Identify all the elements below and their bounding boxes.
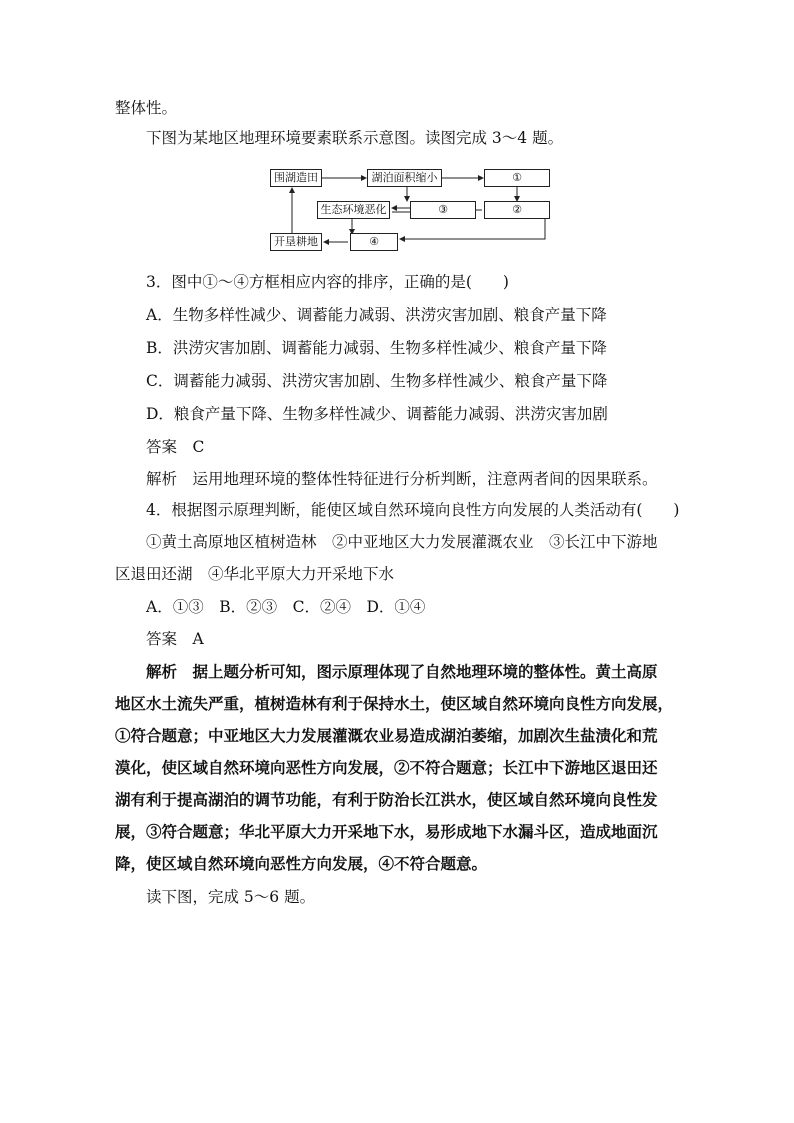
question-4: 4．根据图示原理判断，能使区域自然环境向良性方向发展的人类活动有( ) (146, 501, 680, 519)
answer-4: 答案 A (146, 630, 204, 648)
box-weihu-zaotian: 围湖造田 (270, 169, 322, 187)
explanation-4: ①符合题意；中亚地区大力发展灌溉农业易造成湖泊萎缩，加剧次生盐渍化和荒 (115, 726, 658, 745)
box-1: ① (484, 169, 550, 187)
explanation-3: 解析 运用地理环境的整体性特征进行分析判断，注意两者间的因果联系。 (146, 470, 658, 488)
explanation-4: 解析 据上题分析可知，图示原理体现了自然地理环境的整体性。黄土高原 (146, 662, 658, 681)
arrow (400, 219, 545, 239)
explanation-4: 降，使区域自然环境向恶性方向发展，④不符合题意。 (115, 854, 488, 873)
option-c: C．调蓄能力减弱、洪涝灾害加剧、生物多样性减少、粮食产量下降 (146, 372, 608, 390)
box-3: ③ (410, 201, 476, 219)
text-line: 读下图，完成 5～6 题。 (146, 888, 316, 906)
explanation-4: 湖有利于提高湖泊的调节功能，有利于防治长江洪水，使区域自然环境向良性发 (115, 790, 658, 809)
box-kaiken-gengdi: 开垦耕地 (270, 233, 322, 251)
option-a: A．生物多样性减少、调蓄能力减弱、洪涝灾害加剧、粮食产量下降 (146, 306, 607, 324)
option-d: D．粮食产量下降、生物多样性减少、调蓄能力减弱、洪涝灾害加剧 (146, 405, 608, 423)
text-line: 整体性。 (115, 99, 178, 117)
box-4: ④ (350, 233, 398, 251)
box-2: ② (484, 201, 550, 219)
text-line: 下图为某地区地理环境要素联系示意图。读图完成 3～4 题。 (146, 129, 564, 147)
question-3: 3．图中①～④方框相应内容的排序，正确的是( ) (146, 273, 509, 291)
question-4-options: 区退田还湖 ④华北平原大力开采地下水 (115, 565, 395, 583)
explanation-4: 地区水土流失严重，植树造林有利于保持水土，使区域自然环境向良性方向发展， (115, 694, 674, 713)
question-4-options: ①黄土高原地区植树造林 ②中亚地区大力发展灌溉农业 ③长江中下游地 (146, 533, 658, 551)
question-4-choices: A．①③ B．②③ C．②④ D．①④ (146, 598, 426, 616)
relation-diagram (262, 164, 562, 256)
explanation-4: 展，③符合题意；华北平原大力开采地下水，易形成地下水漏斗区，造成地面沉 (115, 822, 658, 841)
option-b: B．洪涝灾害加剧、调蓄能力减弱、生物多样性减少、粮食产量下降 (146, 339, 607, 357)
box-hupo-mianji: 湖泊面积缩小 (367, 169, 442, 187)
explanation-4: 漠化，使区域自然环境向恶性方向发展，②不符合题意；长江中下游地区退田还 (115, 758, 658, 777)
box-shengtai-ehua: 生态环境恶化 (317, 201, 390, 219)
answer-3: 答案 C (146, 438, 205, 456)
